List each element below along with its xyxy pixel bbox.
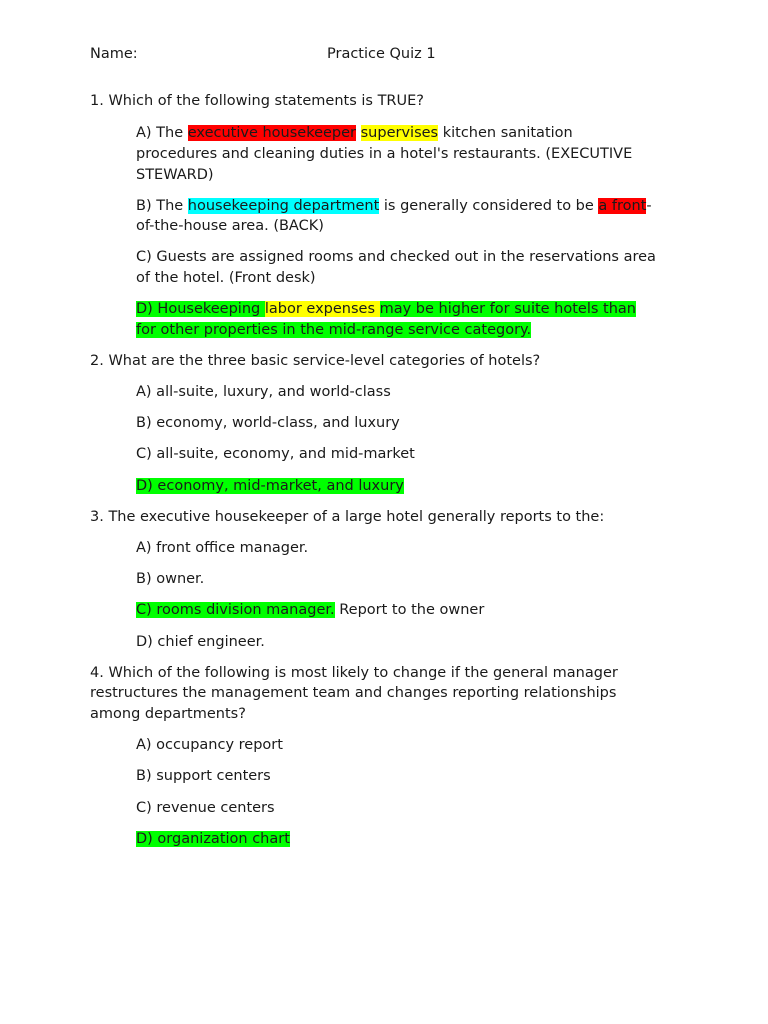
q2-option-d-correct [136,476,404,497]
name-label: Name: [90,46,138,62]
question-1: 1. Which of the following statements is TRUE? [90,93,424,109]
q3-option-c-correct [136,600,484,621]
q1-option-d-correct [136,299,636,320]
highlight-yellow: supervises [360,125,439,141]
q1-option-a-line2: procedures and cleaning duties in a hotel's restaurants. (EXECUTIVE [136,146,633,162]
q3-option-d: D) chief engineer. [136,634,265,650]
q1-option-b-line2: of-the-house area. (BACK) [136,218,324,234]
q1-option-c-line2: of the hotel. (Front desk) [136,270,316,286]
highlight-red: a front [598,198,647,214]
highlight-yellow: labor expenses [264,301,380,317]
q1-option-b: B) The housekeeping department is generally considered to be a front- [136,198,652,214]
q1-option-a-line3: STEWARD) [136,167,214,183]
q4-option-c: C) revenue centers [136,800,275,816]
question-4: 4. Which of the following is most likely to change if the general manager [90,665,618,681]
q1-option-d-line2 [136,320,531,341]
q3-option-a: A) front office manager. [136,540,309,556]
q4-option-d-correct [136,829,290,850]
q2-option-b: B) economy, world-class, and luxury [136,415,400,431]
q1-option-c: C) Guests are assigned rooms and checked out in the reservations area [136,249,656,265]
q4-option-a: A) occupancy report [136,737,283,753]
page-title: Practice Quiz 1 [327,46,436,62]
highlight-green: D) organization chart [136,831,290,847]
q3-note: Report to the owner [334,602,485,618]
highlight-green: C) rooms division manager. [136,602,335,618]
question-3: 3. The executive housekeeper of a large hotel generally reports to the: [90,509,605,525]
highlight-cyan: housekeeping department [187,198,380,214]
q1-option-a: A) The executive housekeeper supervises kitchen sanitation [136,125,573,141]
q2-option-a: A) all-suite, luxury, and world-class [136,384,391,400]
question-4-line3: among departments? [90,706,246,722]
highlight-green: for other properties in the mid-range service category. [136,322,532,338]
question-4-line2: restructures the management team and changes reporting relationships [90,685,617,701]
highlight-green: D) Housekeeping [136,301,265,317]
q4-option-b: B) support centers [136,768,271,784]
q3-option-b: B) owner. [136,571,205,587]
highlight-red: executive housekeeper [187,125,357,141]
highlight-green: may be higher for suite hotels than [379,301,636,317]
q2-option-c: C) all-suite, economy, and mid-market [136,446,415,462]
question-2: 2. What are the three basic service-level categories of hotels? [90,353,541,369]
highlight-green: D) economy, mid-market, and luxury [136,478,404,494]
